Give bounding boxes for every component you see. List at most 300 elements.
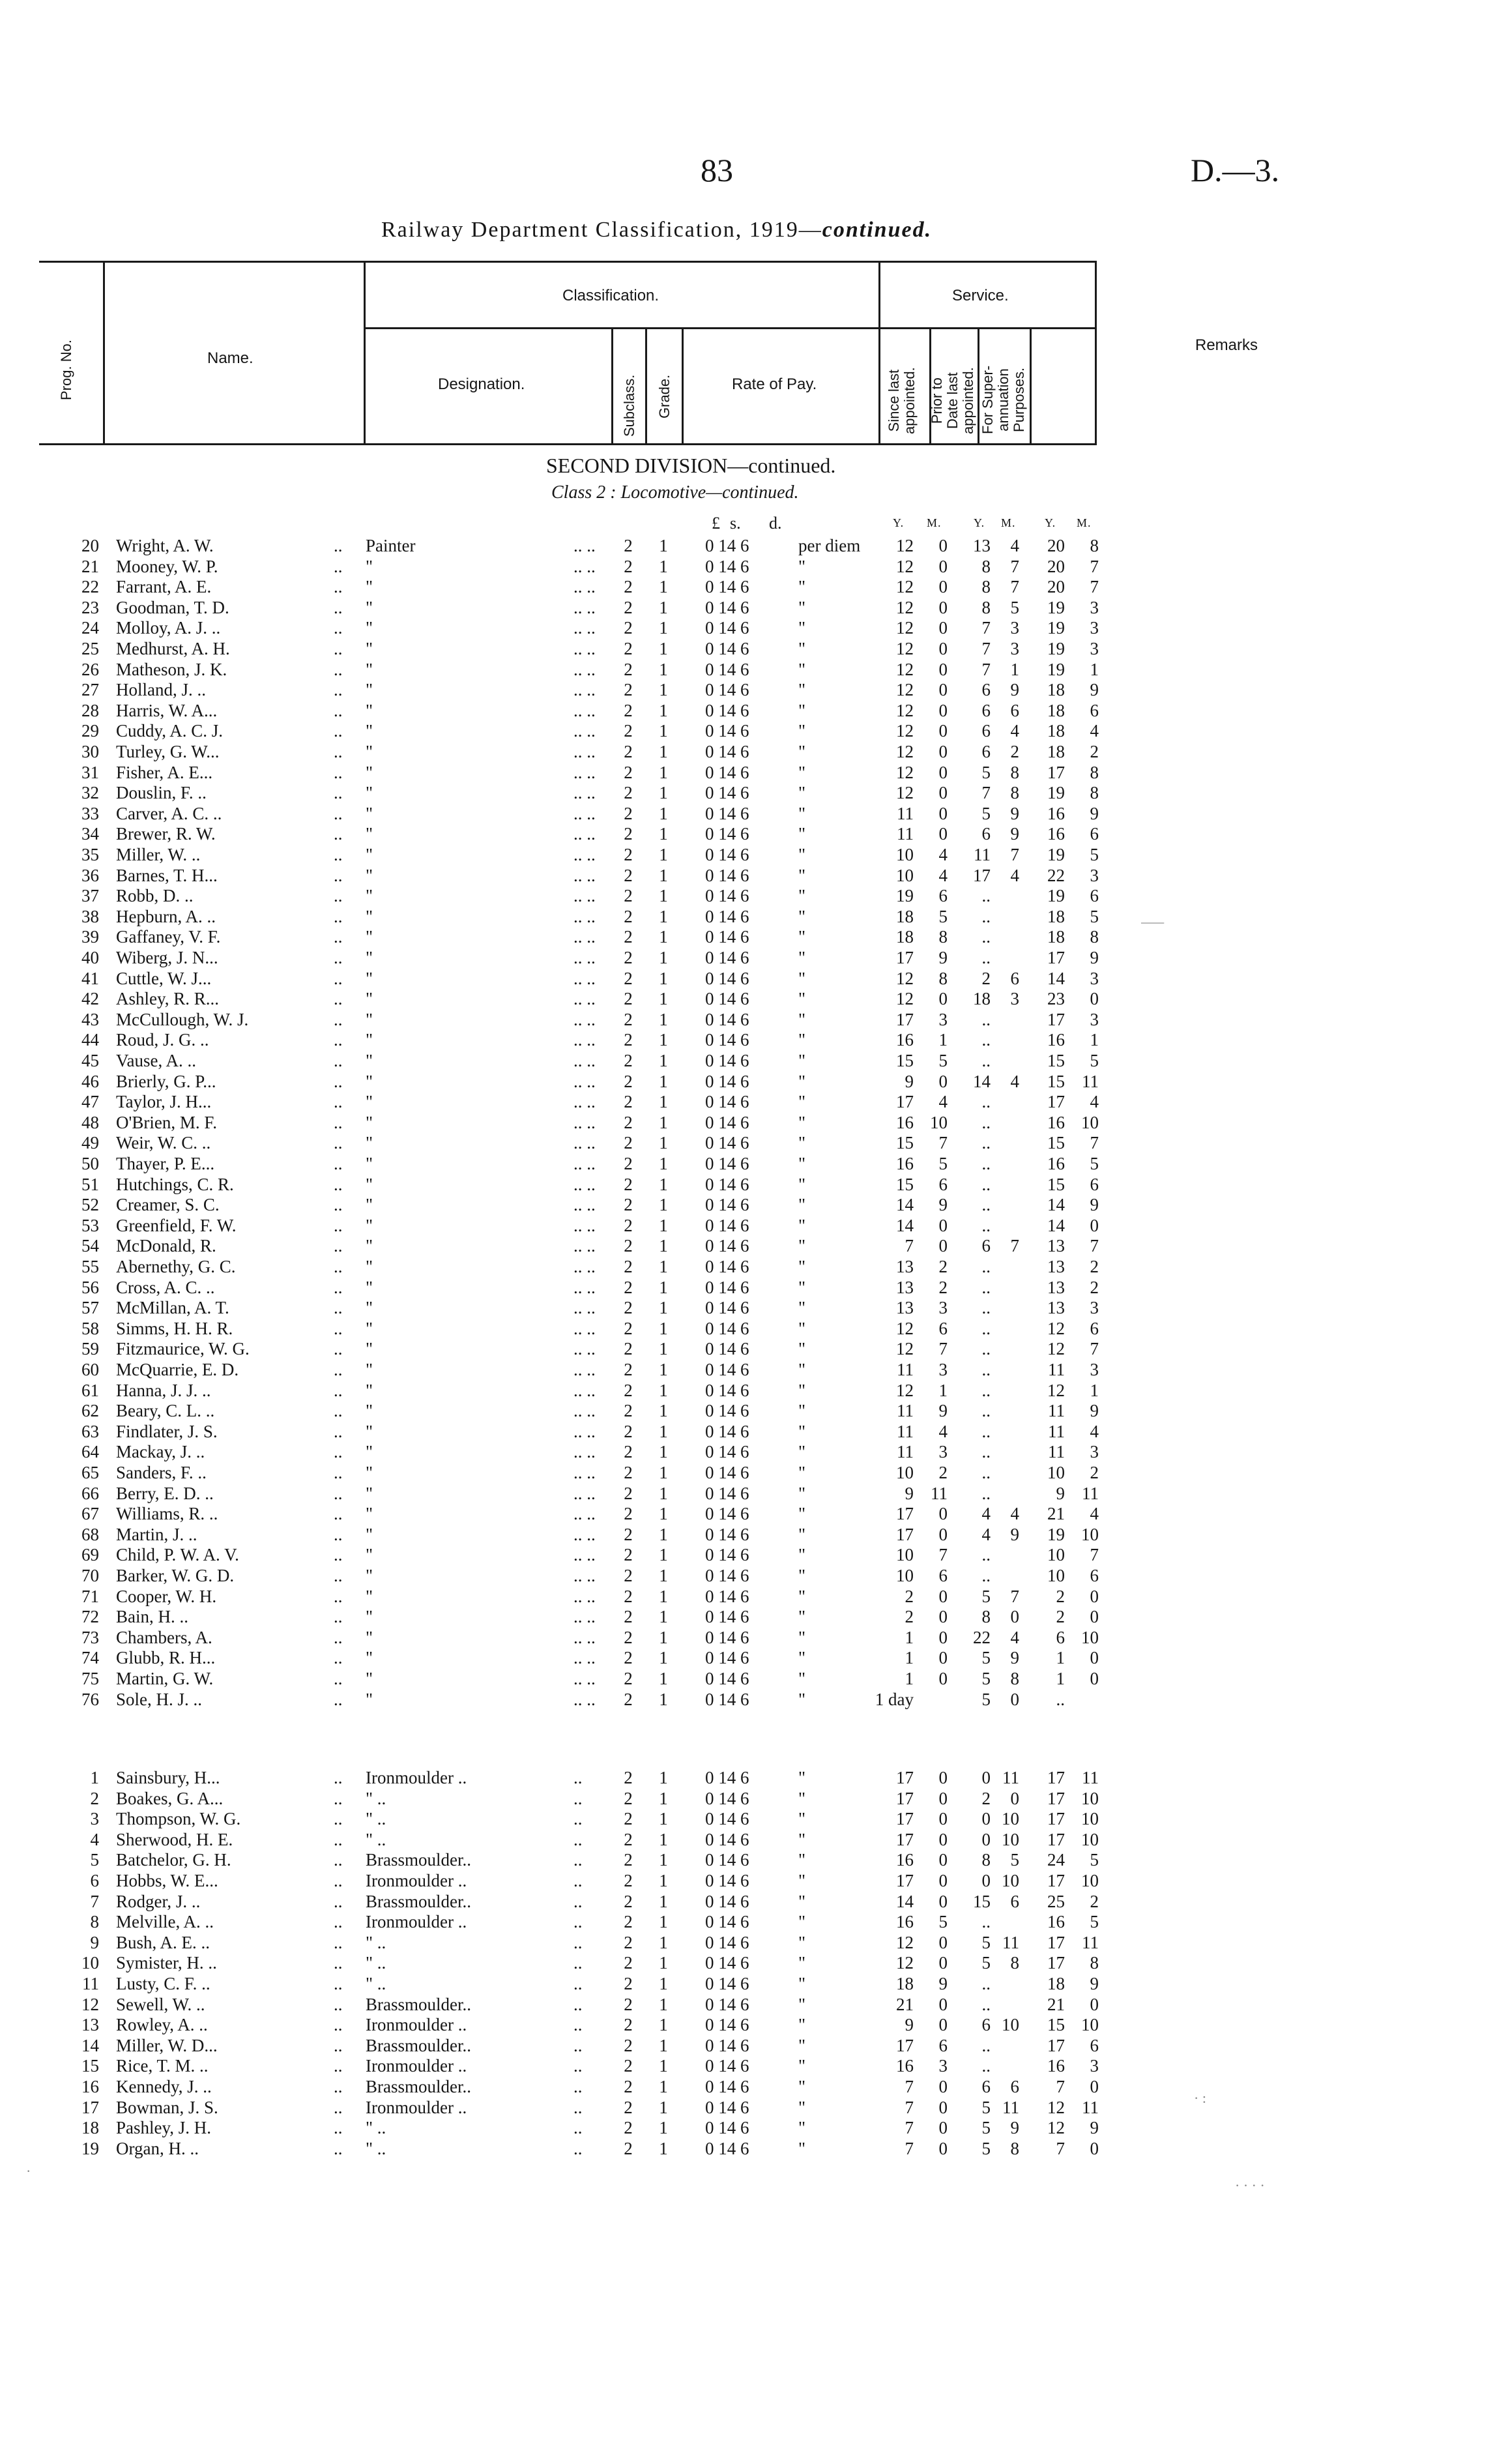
row-leader: ..	[334, 1133, 343, 1153]
row-prior-months: 10	[1002, 2015, 1019, 2035]
unit-super-months: M.	[1077, 516, 1092, 529]
row-prior-years: 5	[981, 1932, 991, 1952]
row-rate-of-pay: 0 14 6	[705, 577, 749, 597]
row-since-years: 11	[897, 1442, 914, 1462]
row-rate-of-pay: 0 14 6	[705, 1524, 749, 1544]
row-super-months: 0	[1090, 1607, 1099, 1627]
row-number: 48	[81, 1112, 99, 1132]
row-subclass: 2	[624, 783, 633, 803]
row-super-years: 11	[1048, 1401, 1065, 1421]
row-leader: ..	[573, 2015, 583, 2035]
row-number: 61	[81, 1380, 99, 1400]
row-super-months: 0	[1090, 2077, 1099, 2096]
row-prior-years: 4	[981, 1524, 991, 1544]
row-prior-months: 8	[1010, 1953, 1019, 1973]
row-prior-years: ..	[981, 1339, 991, 1359]
row-grade: 1	[659, 556, 668, 576]
row-name: Sole, H. J. ..	[116, 1689, 203, 1709]
table-row	[0, 1768, 1493, 1789]
row-super-months: 6	[1090, 700, 1099, 720]
row-grade: 1	[659, 1627, 668, 1647]
row-super-years: 10	[1047, 1545, 1065, 1565]
row-super-years: 2	[1056, 1607, 1065, 1627]
row-since-years: 12	[896, 700, 914, 720]
row-rate-of-pay: 0 14 6	[705, 680, 749, 700]
table-row	[0, 1010, 1493, 1031]
row-leader: ..	[334, 1030, 343, 1050]
row-grade: 1	[659, 1648, 668, 1668]
row-grade: 1	[659, 906, 668, 926]
row-name: Gaffaney, V. F.	[116, 927, 221, 947]
row-name: Wright, A. W.	[116, 536, 214, 555]
row-prior-years: 18	[973, 989, 991, 1009]
row-leader: .. ..	[573, 618, 596, 638]
row-pay-note: "	[798, 1871, 806, 1890]
row-grade: 1	[659, 1009, 668, 1029]
row-leader: .. ..	[573, 865, 596, 885]
row-super-months: 9	[1090, 2118, 1099, 2138]
row-leader: ..	[334, 2035, 343, 2055]
row-designation: "	[366, 803, 373, 823]
row-prior-months: 8	[1010, 783, 1019, 803]
table-row	[0, 1850, 1493, 1871]
row-designation: "	[366, 1360, 373, 1379]
row-leader: .. ..	[573, 1545, 596, 1565]
row-super-months: 7	[1090, 1236, 1099, 1256]
row-leader: .. ..	[573, 968, 596, 988]
row-since-years: 11	[897, 803, 914, 823]
row-since-years: 9	[905, 1483, 914, 1503]
row-super-months: 9	[1090, 948, 1099, 967]
row-since-years: 12	[896, 968, 914, 988]
row-leader: ..	[334, 659, 343, 679]
row-since-years: 12	[896, 536, 914, 555]
row-number: 26	[81, 659, 99, 679]
row-super-years: 11	[1048, 1360, 1065, 1379]
row-grade: 1	[659, 2118, 668, 2138]
row-super-months: 2	[1090, 1277, 1099, 1297]
row-prior-months: 11	[1002, 1768, 1019, 1787]
row-designation: "	[366, 1463, 373, 1482]
row-pay-note: "	[798, 845, 806, 864]
row-leader: ..	[573, 1891, 583, 1911]
row-since-months: 0	[938, 783, 948, 803]
row-super-months: 8	[1090, 783, 1099, 803]
row-leader: .. ..	[573, 1566, 596, 1585]
row-prior-years: 6	[981, 700, 991, 720]
row-since-years: 11	[897, 1360, 914, 1379]
row-number: 9	[90, 1932, 99, 1952]
row-since-months: 3	[938, 1009, 948, 1029]
row-name: Cross, A. C. ..	[116, 1277, 215, 1297]
row-leader: ..	[573, 1871, 583, 1890]
table-row	[0, 804, 1493, 825]
row-leader: ..	[334, 1566, 343, 1585]
row-leader: .. ..	[573, 824, 596, 844]
row-rate-of-pay: 0 14 6	[705, 1318, 749, 1338]
row-prior-years: 6	[981, 2077, 991, 2096]
unit-since-years: Y.	[893, 516, 905, 529]
table-row	[0, 783, 1493, 804]
row-number: 17	[81, 2097, 99, 2117]
row-pay-note: "	[798, 1195, 806, 1215]
row-rate-of-pay: 0 14 6	[705, 968, 749, 988]
row-rate-of-pay: 0 14 6	[705, 989, 749, 1009]
row-designation: "	[366, 989, 373, 1009]
row-leader: .. ..	[573, 1607, 596, 1627]
row-super-years: 15	[1047, 1133, 1065, 1153]
row-super-months: 3	[1090, 1298, 1099, 1318]
row-super-months: 0	[1090, 1648, 1099, 1668]
row-prior-years: 0	[981, 1871, 991, 1890]
row-prior-years: 5	[981, 2118, 991, 2138]
row-rate-of-pay: 0 14 6	[705, 1380, 749, 1400]
row-super-months: 7	[1090, 1133, 1099, 1153]
row-since-years: 7	[905, 2077, 914, 2096]
row-pay-note: "	[798, 659, 806, 679]
row-number: 30	[81, 742, 99, 761]
row-since-months: 0	[938, 700, 948, 720]
row-subclass: 2	[624, 1566, 633, 1585]
row-subclass: 2	[624, 1009, 633, 1029]
row-designation: "	[366, 1401, 373, 1421]
row-leader: ..	[334, 1788, 343, 1808]
header-col-rule	[364, 261, 366, 445]
row-grade: 1	[659, 639, 668, 658]
row-since-years: 12	[896, 1318, 914, 1338]
table-row	[0, 845, 1493, 866]
row-leader: .. ..	[573, 1112, 596, 1132]
row-prior-months: 7	[1010, 577, 1019, 597]
row-leader: .. ..	[573, 639, 596, 658]
row-rate-of-pay: 0 14 6	[705, 536, 749, 555]
row-grade: 1	[659, 618, 668, 638]
row-super-years: 1	[1056, 1648, 1065, 1668]
table-row	[0, 1648, 1493, 1669]
row-super-months: 3	[1090, 1009, 1099, 1029]
row-pay-note: "	[798, 2118, 806, 2138]
row-super-years: 15	[1047, 1051, 1065, 1070]
row-prior-years: 5	[981, 2097, 991, 2117]
row-since-months: 0	[938, 1607, 948, 1627]
row-super-years: 16	[1047, 1112, 1065, 1132]
row-leader: .. ..	[573, 700, 596, 720]
row-super-months: 11	[1082, 1768, 1099, 1787]
row-number: 75	[81, 1669, 99, 1688]
row-prior-months: 4	[1010, 1071, 1019, 1091]
row-pay-note: "	[798, 783, 806, 803]
row-since-months: 11	[931, 1483, 948, 1503]
row-pay-note: "	[798, 1607, 806, 1627]
row-rate-of-pay: 0 14 6	[705, 556, 749, 576]
row-name: McDonald, R.	[116, 1236, 216, 1256]
row-designation: "	[366, 845, 373, 864]
row-leader: ..	[573, 2138, 583, 2158]
row-pay-note: "	[798, 1442, 806, 1462]
row-since-months: 0	[938, 1071, 948, 1091]
row-number: 40	[81, 948, 99, 967]
row-grade: 1	[659, 1236, 668, 1256]
row-rate-of-pay: 0 14 6	[705, 721, 749, 741]
row-leader: ..	[334, 2097, 343, 2117]
row-since-months: 0	[938, 1586, 948, 1606]
row-rate-of-pay: 0 14 6	[705, 1586, 749, 1606]
row-leader: .. ..	[573, 1339, 596, 1359]
table-row	[0, 1113, 1493, 1134]
row-leader: .. ..	[573, 1586, 596, 1606]
row-name: Miller, W. ..	[116, 845, 201, 864]
row-prior-years: 6	[981, 1236, 991, 1256]
row-leader: ..	[334, 1912, 343, 1932]
row-rate-of-pay: 0 14 6	[705, 1257, 749, 1276]
row-leader: .. ..	[573, 989, 596, 1009]
row-prior-years: ..	[981, 1566, 991, 1585]
row-number: 55	[81, 1257, 99, 1276]
row-since-years: 14	[896, 1215, 914, 1235]
row-rate-of-pay: 0 14 6	[705, 2097, 749, 2117]
row-rate-of-pay: 0 14 6	[705, 1463, 749, 1482]
row-name: Carver, A. C. ..	[116, 803, 222, 823]
row-since-years: 12	[896, 680, 914, 700]
row-since-months: 4	[938, 845, 948, 864]
row-super-years: 7	[1056, 2077, 1065, 2096]
row-super-years: 18	[1047, 680, 1065, 700]
row-grade: 1	[659, 1932, 668, 1952]
row-pay-note: "	[798, 742, 806, 761]
row-prior-months: 9	[1010, 2118, 1019, 2138]
row-subclass: 2	[624, 1483, 633, 1503]
row-pay-note: "	[798, 721, 806, 741]
row-pay-note: "	[798, 1401, 806, 1421]
row-subclass: 2	[624, 556, 633, 576]
row-super-years: 18	[1047, 1974, 1065, 1993]
row-prior-months: 4	[1010, 1627, 1019, 1647]
row-since-months: 10	[930, 1112, 948, 1132]
row-rate-of-pay: 0 14 6	[705, 1768, 749, 1787]
table-row	[0, 1607, 1493, 1628]
row-super-months: 9	[1090, 1195, 1099, 1215]
row-designation: "	[366, 1257, 373, 1276]
row-name: McMillan, A. T.	[116, 1298, 229, 1318]
row-leader: ..	[573, 1953, 583, 1973]
row-since-years: 11	[897, 824, 914, 844]
row-subclass: 2	[624, 1994, 633, 2014]
row-grade: 1	[659, 2035, 668, 2055]
row-prior-years: ..	[981, 1318, 991, 1338]
row-number: 50	[81, 1154, 99, 1173]
row-prior-months: 4	[1010, 721, 1019, 741]
table-row	[0, 1154, 1493, 1175]
header-grade: Grade.	[656, 374, 673, 418]
row-grade: 1	[659, 1768, 668, 1787]
row-designation: "	[366, 1154, 373, 1173]
row-super-years: 16	[1047, 1154, 1065, 1173]
row-prior-years: 5	[981, 1586, 991, 1606]
row-super-months: 1	[1090, 659, 1099, 679]
row-pay-note: "	[798, 948, 806, 967]
row-grade: 1	[659, 1809, 668, 1829]
row-number: 64	[81, 1442, 99, 1462]
row-number: 37	[81, 886, 99, 906]
row-since-years: 13	[896, 1298, 914, 1318]
row-since-years: 12	[896, 639, 914, 658]
row-super-years: 16	[1047, 824, 1065, 844]
row-subclass: 2	[624, 2138, 633, 2158]
row-since-months: 6	[938, 1174, 948, 1194]
row-prior-years: ..	[981, 1277, 991, 1297]
row-super-months: 0	[1090, 2138, 1099, 2158]
row-leader: ..	[334, 2077, 343, 2096]
row-leader: .. ..	[573, 803, 596, 823]
row-leader: .. ..	[573, 577, 596, 597]
row-prior-months: 7	[1010, 556, 1019, 576]
row-number: 19	[81, 2138, 99, 2158]
row-since-years: 17	[896, 1768, 914, 1787]
row-name: Chambers, A.	[116, 1627, 212, 1647]
row-since-months: 3	[938, 2056, 948, 2076]
row-since-months: 7	[938, 1545, 948, 1565]
row-super-years: 19	[1047, 783, 1065, 803]
row-leader: ..	[573, 1974, 583, 1993]
row-leader: ..	[334, 1974, 343, 1993]
row-pay-note: "	[798, 1788, 806, 1808]
table-row	[0, 1809, 1493, 1830]
row-leader: .. ..	[573, 886, 596, 906]
row-since-months: 4	[938, 865, 948, 885]
row-super-years: 19	[1047, 845, 1065, 864]
table-row	[0, 742, 1493, 763]
row-number: 68	[81, 1524, 99, 1544]
row-subclass: 2	[624, 742, 633, 761]
row-super-years: 19	[1047, 659, 1065, 679]
row-prior-years: 22	[973, 1627, 991, 1647]
row-since-years: 17	[896, 948, 914, 967]
row-prior-years: ..	[981, 1401, 991, 1421]
row-grade: 1	[659, 1586, 668, 1606]
row-rate-of-pay: 0 14 6	[705, 1277, 749, 1297]
header-col-rule	[682, 327, 684, 445]
row-name: Melville, A. ..	[116, 1912, 214, 1932]
row-subclass: 2	[624, 1524, 633, 1544]
unit-since-months: M.	[927, 516, 942, 529]
table-row	[0, 536, 1493, 557]
row-name: McQuarrie, E. D.	[116, 1360, 239, 1379]
row-since-years: 7	[905, 2138, 914, 2158]
row-designation: "	[366, 968, 373, 988]
row-pay-note: "	[798, 762, 806, 782]
unit-super-years: Y.	[1045, 516, 1056, 529]
row-leader: ..	[334, 1009, 343, 1029]
row-name: Findlater, J. S.	[116, 1421, 218, 1441]
row-since-years: 7	[905, 2118, 914, 2138]
row-since-months: 0	[938, 1932, 948, 1952]
header-name: Name.	[207, 349, 254, 367]
row-since-years: 16	[896, 1912, 914, 1932]
row-subclass: 2	[624, 1829, 633, 1849]
row-since-years: 13	[896, 1257, 914, 1276]
row-since-years: 15	[896, 1051, 914, 1070]
row-pay-note: "	[798, 2077, 806, 2096]
row-subclass: 2	[624, 597, 633, 617]
row-designation: "	[366, 824, 373, 844]
row-since-years: 12	[896, 597, 914, 617]
row-pay-note: "	[798, 1689, 806, 1709]
row-since-months: 6	[938, 1318, 948, 1338]
row-super-months: 3	[1090, 865, 1099, 885]
row-leader: ..	[573, 2056, 583, 2076]
row-leader: ..	[334, 1071, 343, 1091]
unit-prior-months: M.	[1001, 516, 1016, 529]
row-super-months: 11	[1082, 1483, 1099, 1503]
row-prior-months: 7	[1010, 1586, 1019, 1606]
row-since-months: 0	[938, 762, 948, 782]
row-designation: "	[366, 680, 373, 700]
row-since-months: 0	[938, 2097, 948, 2117]
row-prior-years: 8	[981, 1607, 991, 1627]
row-since-months: 6	[938, 886, 948, 906]
row-number: 69	[81, 1545, 99, 1565]
row-pay-note: "	[798, 618, 806, 638]
row-pay-note: "	[798, 865, 806, 885]
row-leader: ..	[573, 1768, 583, 1787]
row-super-months: 8	[1090, 536, 1099, 555]
row-leader: ..	[334, 1339, 343, 1359]
row-designation: "	[366, 1545, 373, 1565]
row-number: 62	[81, 1401, 99, 1421]
row-super-years: 25	[1047, 1891, 1065, 1911]
row-pay-note: "	[798, 1932, 806, 1952]
row-super-years: 12	[1047, 1380, 1065, 1400]
row-prior-months: 9	[1010, 680, 1019, 700]
row-name: Roud, J. G. ..	[116, 1030, 209, 1050]
row-super-years: 17	[1047, 1092, 1065, 1112]
row-since-months: 5	[938, 1154, 948, 1173]
row-subclass: 2	[624, 2077, 633, 2096]
row-leader: ..	[334, 1380, 343, 1400]
row-rate-of-pay: 0 14 6	[705, 2035, 749, 2055]
table-row	[0, 1298, 1493, 1319]
row-rate-of-pay: 0 14 6	[705, 1871, 749, 1890]
row-number: 2	[90, 1788, 99, 1808]
row-super-years: 17	[1047, 1953, 1065, 1973]
row-name: Cooper, W. H.	[116, 1586, 217, 1606]
row-rate-of-pay: 0 14 6	[705, 1360, 749, 1379]
row-rate-of-pay: 0 14 6	[705, 1912, 749, 1932]
row-name: Mackay, J. ..	[116, 1442, 205, 1462]
row-pay-note: "	[798, 1112, 806, 1132]
header-top-rule	[39, 261, 1097, 263]
row-super-years: 11	[1048, 1421, 1065, 1441]
row-super-months: 1	[1090, 1030, 1099, 1050]
row-name: Barker, W. G. D.	[116, 1566, 235, 1585]
row-leader: ..	[334, 1504, 343, 1524]
row-super-months: 3	[1090, 1442, 1099, 1462]
row-leader: .. ..	[573, 1030, 596, 1050]
row-name: Creamer, S. C.	[116, 1195, 220, 1215]
row-pay-note: "	[798, 2015, 806, 2035]
row-since-months: 0	[938, 659, 948, 679]
row-super-years: 20	[1047, 536, 1065, 555]
row-prior-years: 5	[981, 1953, 991, 1973]
row-leader: ..	[573, 2097, 583, 2117]
row-designation: "	[366, 1277, 373, 1297]
row-super-years: 15	[1047, 1071, 1065, 1091]
row-number: 12	[81, 1994, 99, 2014]
row-name: Hepburn, A. ..	[116, 906, 216, 926]
row-subclass: 2	[624, 1768, 633, 1787]
row-name: Simms, H. H. R.	[116, 1318, 233, 1338]
row-super-years: 16	[1047, 2056, 1065, 2076]
